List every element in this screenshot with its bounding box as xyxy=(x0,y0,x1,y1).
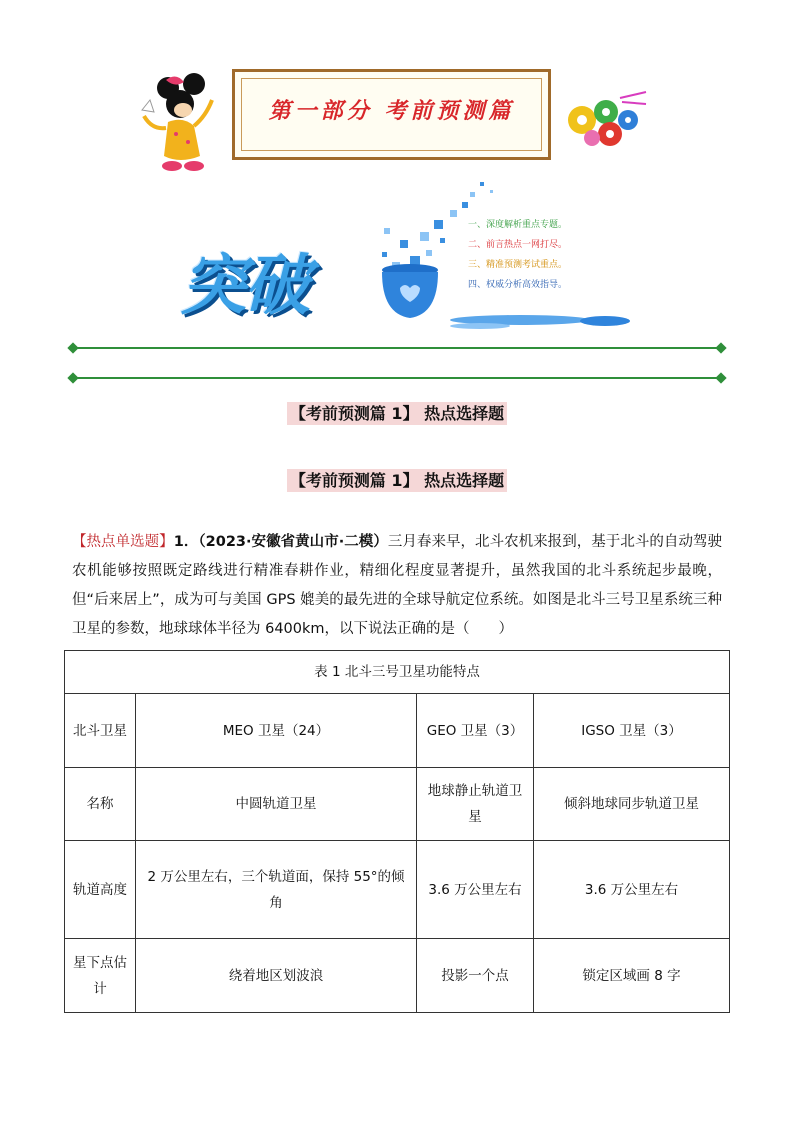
table-header-cell: MEO 卫星（24） xyxy=(136,694,417,768)
table-cell: 中圆轨道卫星 xyxy=(136,768,417,841)
breakthrough-headline: 突破 xyxy=(180,247,308,324)
table-header-cell: IGSO 卫星（3） xyxy=(534,694,730,768)
table-header-cell: GEO 卫星（3） xyxy=(417,694,534,768)
satellite-table xyxy=(64,650,730,1013)
question-paragraph xyxy=(72,528,722,644)
table-row xyxy=(65,939,730,1013)
feature-item: 一、深度解析重点专题。 xyxy=(468,220,568,230)
table-cell: 锁定区域画 8 字 xyxy=(534,939,730,1013)
title-banner xyxy=(232,69,551,160)
table-cell: 地球静止轨道卫星 xyxy=(417,768,534,841)
feature-item: 二、前言热点一网打尽。 xyxy=(468,240,568,250)
table-cell: 2 万公里左右，三个轨道面，保持 55°的倾角 xyxy=(136,841,417,939)
table-cell: 3.6 万公里左右 xyxy=(417,841,534,939)
table-row xyxy=(65,841,730,939)
question-number: 1． xyxy=(173,534,199,550)
table-cell: 星下点估计 xyxy=(65,939,136,1013)
section-heading: 【考前预测篇 1】 热点选择题 xyxy=(0,401,794,424)
table-cell: 名称 xyxy=(65,768,136,841)
question-source: （2023·安徽省黄山市·二模） xyxy=(198,534,388,550)
table-cell: 轨道高度 xyxy=(65,841,136,939)
gears-illustration xyxy=(560,90,650,152)
table-cell: 投影一个点 xyxy=(417,939,534,1013)
question-text: 三月春来早，北斗农机来报到，基于北斗的自动驾驶农机能够按照既定路线进行精准春耕作业，精细化程度显著提升，虽然我国的北斗系统起步最晚，但“后来居上”，成为可与美国 GPS 媲美的最先进的全球导航定位系统。如图是北斗三号卫星系统三种卫星的参数，地球球体半径为 6400km，以下说法正确的是（ ） xyxy=(72,534,723,637)
feature-item: 四、权威分析高效指导。 xyxy=(468,280,568,290)
table-caption: 表 1 北斗三号卫星功能特点 xyxy=(65,651,730,694)
feature-item: 三、精准预测考试重点。 xyxy=(468,260,568,270)
divider-line xyxy=(72,377,722,379)
feature-list xyxy=(468,215,567,295)
section-heading: 【考前预测篇 1】 热点选择题 xyxy=(0,468,794,491)
banner-title: 第一部分 考前预测篇 xyxy=(268,98,515,124)
divider-line xyxy=(72,347,722,349)
table-row xyxy=(65,768,730,841)
table-cell: 倾斜地球同步轨道卫星 xyxy=(534,768,730,841)
table-cell: 绕着地区划波浪 xyxy=(136,939,417,1013)
question-tag: 【热点单选题】 xyxy=(72,534,174,550)
table-header-cell: 北斗卫星 xyxy=(65,694,136,768)
mascot-illustration xyxy=(138,70,218,172)
table-cell: 3.6 万公里左右 xyxy=(534,841,730,939)
